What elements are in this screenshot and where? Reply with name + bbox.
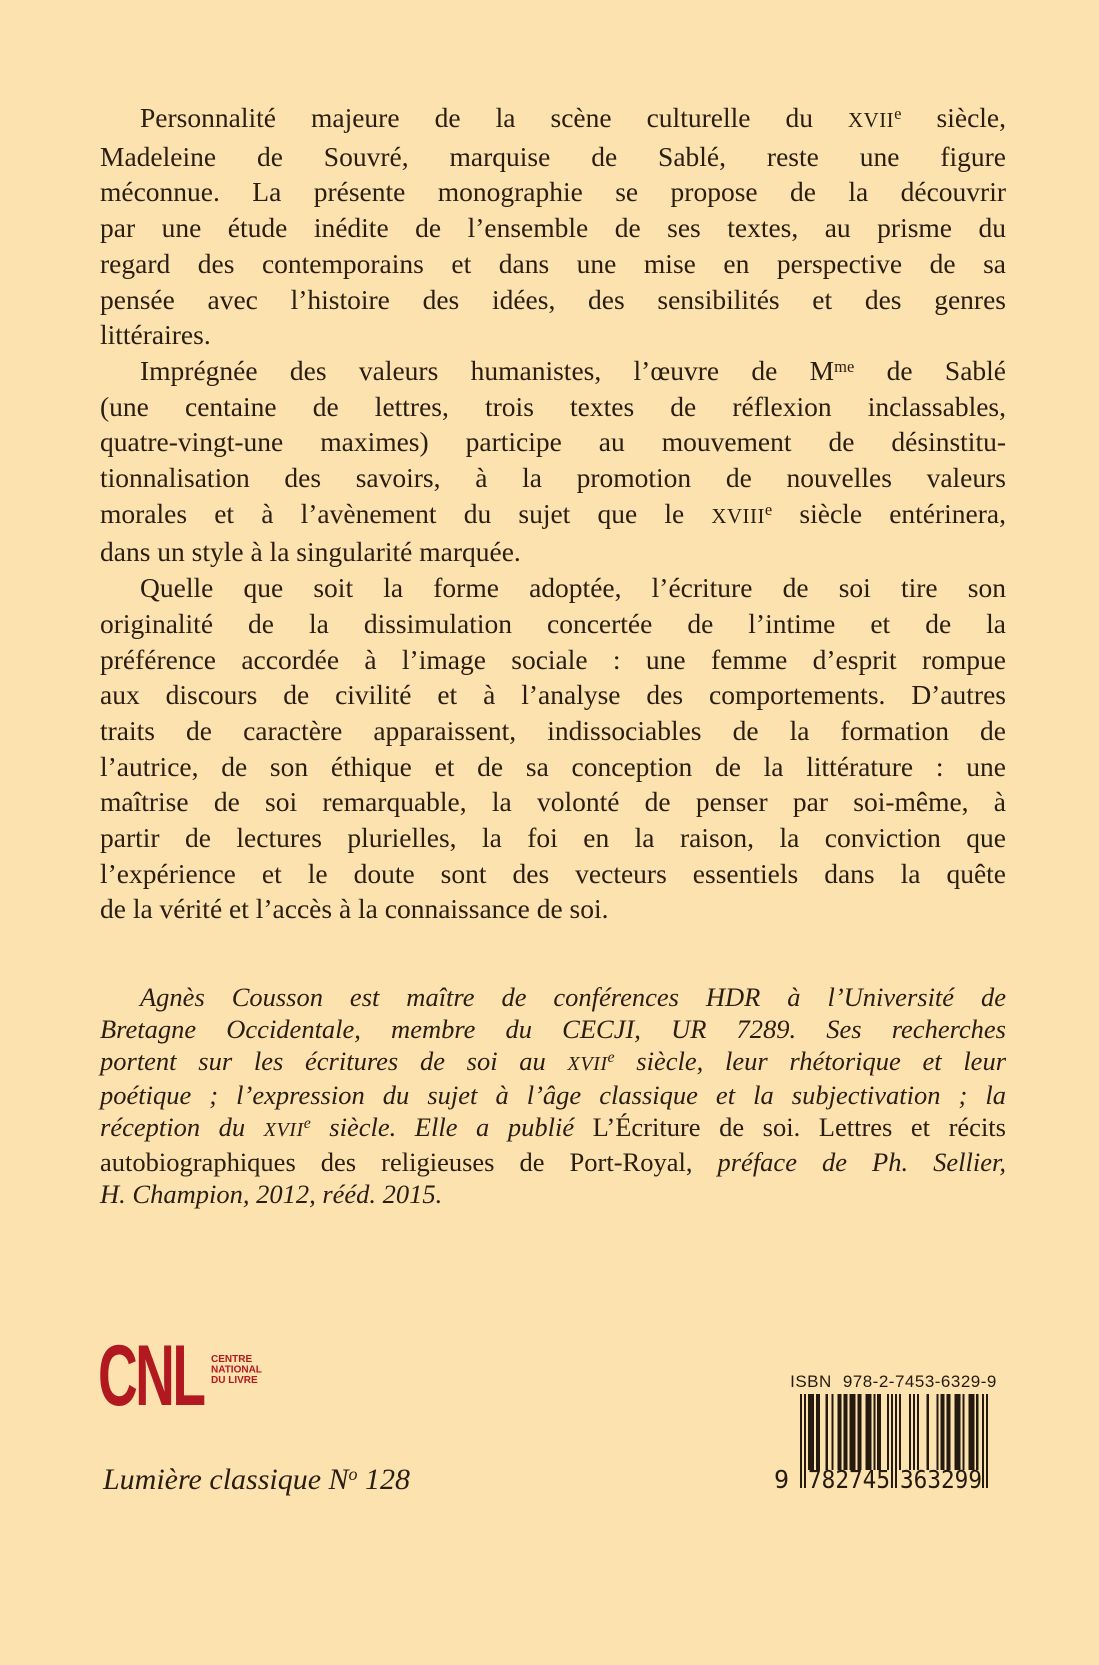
barcode-bar (958, 1394, 960, 1470)
barcode-bar (949, 1394, 951, 1470)
barcode-bar (859, 1394, 861, 1470)
barcode-bar (968, 1394, 970, 1470)
barcode-bar (937, 1394, 939, 1470)
barcode-bar (877, 1394, 879, 1470)
text-line: préférence accordée à l’image sociale : une femme d’esprit rompue (100, 643, 1006, 675)
cnl-logo-caption-line: CENTRE (211, 1354, 253, 1365)
text-line: (une centaine de lettres, trois textes de réflexion inclassables, (100, 390, 1006, 422)
isbn-label-word: ISBN (790, 1372, 832, 1391)
barcode-bar (947, 1394, 949, 1470)
text-line: l’expérience et le doute sont des vecteurs essentiels dans la quête (100, 857, 1006, 889)
barcode-bar (800, 1394, 802, 1488)
barcode-bar (970, 1394, 972, 1470)
text-line: Agnès Cousson est maître de conférences HDR à l’Université de (140, 982, 1006, 1012)
barcode-bar (986, 1394, 988, 1488)
barcode-bar (917, 1394, 919, 1470)
text-line: de la vérité et l’accès à la connaissance de soi. (100, 893, 609, 925)
barcode-bar (887, 1394, 889, 1470)
text-line: Bretagne Occidentale, membre du CECJI, UR 7289. Ses recherches (100, 1013, 1006, 1044)
text-line: Personnalité majeure de la scène culturelle du XVIIe siècle, (140, 102, 1006, 133)
text-line: Madeleine de Souvré, marquise de Sablé, reste une figure (100, 140, 1006, 172)
barcode-bar (873, 1394, 875, 1470)
text-line: H. Champion, 2012, rééd. 2015. (100, 1178, 443, 1209)
barcode-bar (846, 1394, 848, 1470)
barcode-bar (851, 1394, 853, 1470)
text-line: originalité de la dissimulation concertée de l’intime et de la (100, 607, 1006, 639)
text-line: pensée avec l’histoire des idées, des sensibilités et des genres (100, 283, 1006, 315)
barcode-digits: 782745 (808, 1465, 890, 1494)
isbn-number: 978-2-7453-6329-9 (842, 1372, 997, 1391)
barcode-bar (826, 1394, 828, 1470)
barcode-bar (816, 1394, 818, 1470)
barcode-bar (954, 1394, 956, 1470)
barcode-bar (962, 1394, 964, 1470)
barcode-bar (832, 1394, 834, 1470)
text-line: réception du XVIIe siècle. Elle a publié L’Écriture de soi. Lettres et récits (100, 1112, 1006, 1143)
barcode-bar (927, 1394, 929, 1470)
barcode-bar (976, 1394, 978, 1470)
barcode-digits: 363299 (900, 1465, 982, 1494)
text-line: portent sur les écritures de soi au XVIIe siècle, leur rhétorique et leur (100, 1045, 1007, 1076)
author-bio (100, 982, 1006, 1211)
barcode-bar (867, 1394, 869, 1470)
ean13-barcode (774, 1394, 990, 1494)
text-line: traits de caractère apparaissent, indissociables de la formation de (100, 714, 1006, 746)
barcode-bar (850, 1394, 852, 1470)
synopsis (100, 100, 1006, 927)
text-line: quatre-vingt-une maximes) participe au mouvement de désinstitu- (100, 426, 1006, 458)
barcode-bar (844, 1394, 846, 1470)
barcode-bar (956, 1394, 958, 1470)
collection-title (103, 1461, 603, 1499)
text-line: Quelle que soit la forme adoptée, l’écriture de soi tire son (140, 572, 1006, 604)
barcode-bar (913, 1394, 915, 1470)
barcode-bar (972, 1394, 974, 1470)
barcode-bar (840, 1394, 842, 1470)
cnl-logo-letters: CNL (98, 1328, 204, 1425)
barcode-bar (865, 1394, 867, 1470)
barcode-bar (982, 1394, 984, 1488)
text-line: aux discours de civilité et à l’analyse des comportements. D’autres (100, 679, 1006, 711)
barcode-bar (808, 1394, 810, 1470)
text-line: littéraires. (100, 319, 211, 351)
text-line: autobiographiques des religieuses de Port-Royal, préface de Ph. Sellier, (100, 1146, 1006, 1177)
barcode-bar (943, 1394, 945, 1470)
cnl-logo (98, 1328, 274, 1425)
barcode-bar (818, 1394, 820, 1470)
text-line: maîtrise de soi remarquable, la volonté de penser par soi-même, à (100, 786, 1006, 818)
text-line: l’autrice, de son éthique et de sa conception de la littérature : une (100, 750, 1006, 782)
text-line: Imprégnée des valeurs humanistes, l’œuvre de $M^{me}$ de Sablé (140, 354, 1006, 386)
barcode-bar (909, 1394, 911, 1470)
text-line: Lumière classique $N^o$ 128 (103, 1463, 411, 1496)
barcode-bar (857, 1394, 859, 1470)
barcode-digits: 9 (774, 1465, 790, 1494)
barcode-bar (869, 1394, 871, 1470)
barcode-bar (853, 1394, 855, 1470)
text-line: poétique ; l’expression du sujet à l’âge classique et la subjectivation ; la (100, 1080, 1006, 1111)
barcode-bar (941, 1394, 943, 1470)
text-line: dans un style à la singularité marquée. (100, 536, 521, 568)
cnl-logo-caption-line: NATIONAL (211, 1364, 262, 1376)
barcode-bar (804, 1394, 806, 1488)
text-line: par une étude inédite de l’ensemble de ses textes, au prisme du (100, 212, 1006, 244)
cnl-logo-caption-line: DU LIVRE (211, 1375, 258, 1386)
barcode-bar (812, 1394, 814, 1470)
text-line: partir de lectures plurielles, la foi en la raison, la conviction que (100, 822, 1006, 854)
barcode-bar (899, 1394, 901, 1470)
barcode-bar (891, 1394, 893, 1488)
text-line: tionnalisation des savoirs, à la promotion de nouvelles valeurs (100, 462, 1006, 494)
barcode-bar (838, 1394, 840, 1470)
barcode-bar (810, 1394, 812, 1470)
text-line: morales et à l’avènement du sujet que le XVIIIe siècle entérinera, (100, 497, 1006, 529)
isbn-label (790, 1372, 997, 1392)
barcode-bar (879, 1394, 881, 1470)
text-line: méconnue. La présente monographie se propose de la découvrir (100, 176, 1006, 208)
text-line: regard des contemporains et dans une mise en perspective de sa (100, 247, 1006, 279)
barcode-bar (895, 1394, 897, 1488)
